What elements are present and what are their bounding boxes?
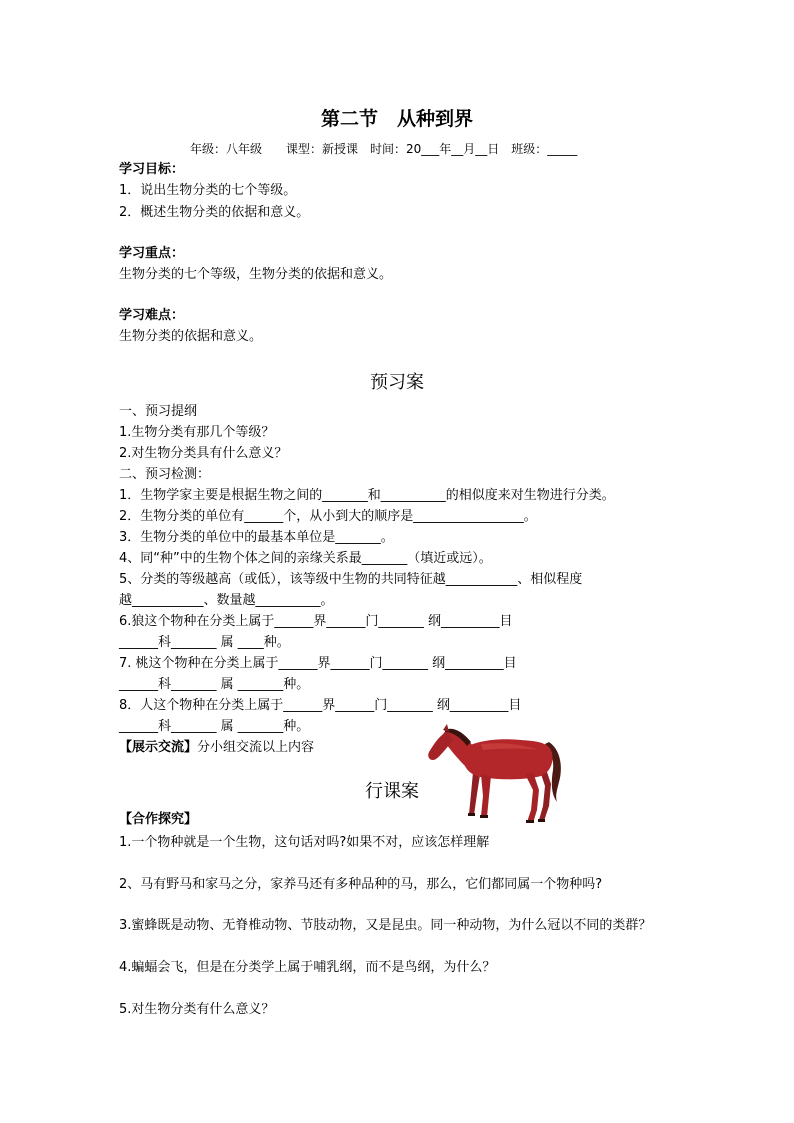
check-line: ______科_______ 属 ____种。 xyxy=(119,635,290,650)
check-line: ______科_______ 属 _______种。 xyxy=(119,719,310,734)
outline-heading: 一、预习提纲 xyxy=(119,404,198,419)
objective-item: 1．说出生物分类的七个等级。 xyxy=(119,183,297,198)
difficulties-heading: 学习难点： xyxy=(119,308,185,323)
show-exchange-text: 分小组交流以上内容 xyxy=(197,740,315,755)
check-line: 2．生物分类的单位有______个，从小到大的顺序是_________________。 xyxy=(119,509,537,524)
key-points-heading: 学习重点： xyxy=(119,246,185,261)
show-exchange-label: 【展示交流】 xyxy=(119,740,198,755)
objectives-heading: 学习目标： xyxy=(119,162,185,177)
explore-heading: 【合作探究】 xyxy=(119,812,198,827)
horse-image xyxy=(421,720,567,824)
check-line: 8．人这个物种在分类上属于______界______门_______ 纲_________目 xyxy=(119,698,522,713)
class-section-title: 行课案 xyxy=(365,781,419,802)
check-line: 1．生物学家主要是根据生物之间的_______和__________的相似度来对生物进行分类。 xyxy=(119,488,615,503)
question-item: 4.蝙蝠会飞，但是在分类学上属于哺乳纲，而不是鸟纲，为什么？ xyxy=(119,960,496,975)
question-item: 2、马有野马和家马之分，家养马还有多种品种的马，那么，它们都同属一个物种吗? xyxy=(119,877,603,892)
check-line: 7. 桃这个物种在分类上属于______界______门_______ 纲_________目 xyxy=(119,656,517,671)
preview-title: 预习案 xyxy=(370,372,424,393)
check-line: 4、同“种”中的生物个体之间的亲缘关系最_______（填近或远）。 xyxy=(119,551,492,566)
check-heading: 二、预习检测： xyxy=(119,467,211,482)
check-line: ______科_______ 属 _______种。 xyxy=(119,677,310,692)
page-title: 第二节 从种到界 xyxy=(320,108,473,130)
check-line: 6.狼这个物种在分类上属于______界______门_______ 纲_________目 xyxy=(119,614,513,629)
question-item: 5.对生物分类有什么意义？ xyxy=(119,1002,275,1017)
key-points-text: 生物分类的七个等级，生物分类的依据和意义。 xyxy=(119,267,393,282)
check-line: 5、分类的等级越高（或低），该等级中生物的共同特征越___________、相似程度 xyxy=(119,572,583,587)
question-item: 1.一个物种就是一个生物，这句话对吗?如果不对，应该怎样理解 xyxy=(119,835,490,850)
header-meta: 年级：八年级 课型：新授课 时间：20___年__月__日 班级：_____ xyxy=(190,142,578,156)
outline-item: 2.对生物分类具有什么意义？ xyxy=(119,446,288,461)
check-line: 3．生物分类的单位中的最基本单位是_______。 xyxy=(119,530,394,545)
question-item: 3.蜜蜂既是动物、无脊椎动物、节肢动物，又是昆虫。同一种动物，为什么冠以不同的类群？ xyxy=(119,918,652,933)
outline-item: 1.生物分类有那几个等级？ xyxy=(119,425,275,440)
show-exchange xyxy=(119,741,314,754)
difficulties-text: 生物分类的依据和意义。 xyxy=(119,329,263,344)
check-line: 越___________、数量越__________。 xyxy=(119,593,334,608)
objective-item: 2．概述生物分类的依据和意义。 xyxy=(119,205,310,220)
